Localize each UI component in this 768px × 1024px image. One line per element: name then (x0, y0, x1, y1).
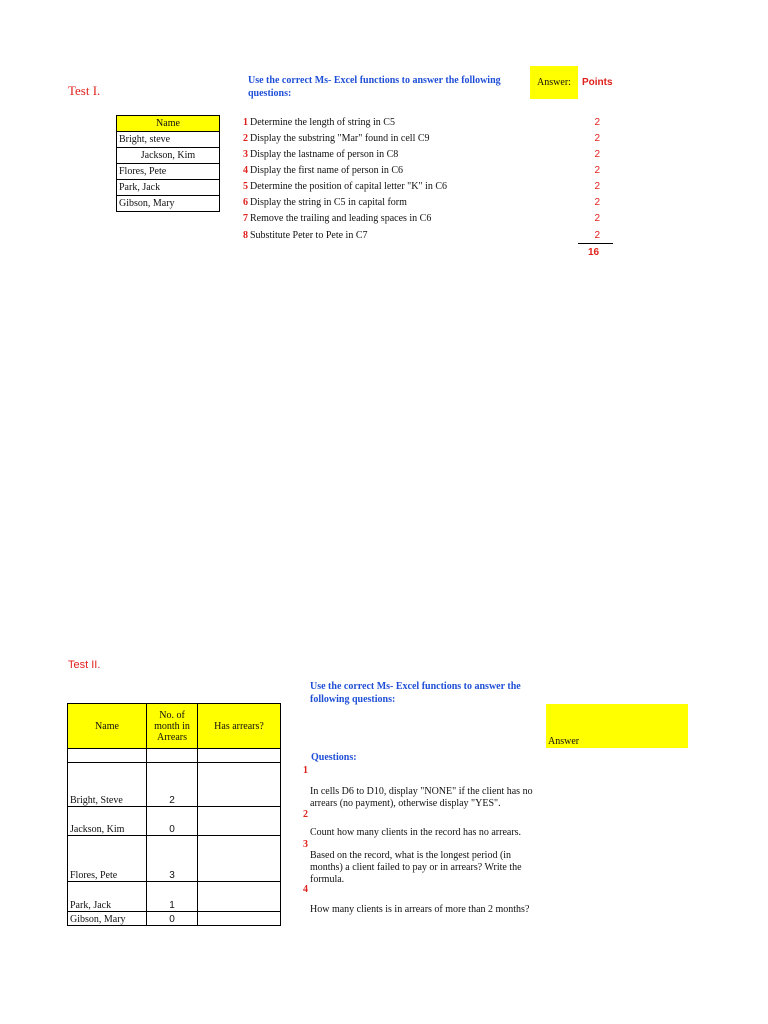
question-text: Determine the length of string in C5 (250, 117, 395, 128)
name-cell[interactable]: Gibson, Mary (117, 196, 220, 212)
test1-question-row (238, 228, 618, 244)
question-number: 4 (303, 884, 308, 895)
question-number: 8 (243, 230, 248, 241)
question-text: Remove the trailing and leading spaces in C6 (250, 213, 432, 224)
empty-cell[interactable] (147, 749, 198, 763)
question-points: 2 (594, 213, 600, 224)
question-text: In cells D6 to D10, display "NONE" if the client has no arrears (no payment), otherwise display "YES". (310, 786, 533, 809)
test1-question-row (238, 163, 618, 179)
has-arrears-cell[interactable] (198, 836, 281, 882)
months-in-arrears[interactable]: 2 (147, 763, 198, 807)
question-text: Determine the position of capital letter "K" in C6 (250, 181, 448, 192)
has-arrears-cell[interactable] (198, 763, 281, 807)
empty-cell[interactable] (198, 749, 281, 763)
test2-title: Test II. (68, 659, 101, 671)
question-number: 2 (303, 809, 308, 820)
has-arrears-cell[interactable] (198, 807, 281, 836)
question-number: 5 (243, 181, 248, 192)
client-name[interactable]: Park, Jack (68, 882, 147, 912)
test1-names-table (116, 115, 220, 212)
test2-instructions: Use the correct Ms- Excel functions to answer the following questions: (310, 681, 521, 705)
question-points: 2 (594, 230, 600, 241)
names-header[interactable]: Name (117, 116, 220, 132)
test1-title: Test I. (68, 83, 101, 98)
test1-instructions: Use the correct Ms- Excel functions to answer the following questions: (248, 75, 501, 99)
name-cell[interactable]: Flores, Pete (117, 164, 220, 180)
test1-total-points: 16 (588, 247, 600, 258)
table-row (68, 763, 281, 807)
questions-heading: Questions: (311, 752, 357, 763)
question-text: How many clients is in arrears of more than 2 months? (310, 904, 530, 915)
question-number: 2 (243, 133, 248, 144)
question-points: 2 (594, 149, 600, 160)
question-text: Display the substring "Mar" found in cell C9 (250, 133, 430, 144)
months-in-arrears[interactable]: 0 (147, 912, 198, 926)
question-number: 7 (243, 213, 248, 224)
test1-question-row (238, 147, 618, 163)
arrears-table (67, 703, 281, 926)
table-row (68, 836, 281, 882)
question-text: Substitute Peter to Pete in C7 (250, 230, 368, 241)
name-cell[interactable]: Jackson, Kim (117, 148, 220, 164)
has-arrears-cell[interactable] (198, 882, 281, 912)
question-number: 3 (243, 149, 248, 160)
client-name[interactable]: Gibson, Mary (68, 912, 147, 926)
question-points: 2 (594, 181, 600, 192)
client-name[interactable]: Bright, Steve (68, 763, 147, 807)
test2-answer-label: Answer (548, 736, 580, 747)
name-cell[interactable]: Bright, steve (117, 132, 220, 148)
months-in-arrears[interactable]: 3 (147, 836, 198, 882)
question-number: 3 (303, 839, 308, 850)
table-row (68, 882, 281, 912)
test1-question-row (238, 211, 618, 227)
question-points: 2 (594, 197, 600, 208)
table-row (68, 807, 281, 836)
question-number: 4 (243, 165, 248, 176)
question-text: Display the string in C5 in capital form (250, 197, 407, 208)
header-months[interactable]: No. of month in Arrears (147, 704, 198, 749)
has-arrears-cell[interactable] (198, 912, 281, 926)
question-text: Based on the record, what is the longest period (in months) a client failed to pay or in arrears? Write the formula. (310, 850, 522, 885)
test1-question-row (238, 179, 618, 195)
months-in-arrears[interactable]: 0 (147, 807, 198, 836)
name-cell[interactable]: Park, Jack (117, 180, 220, 196)
client-name[interactable]: Jackson, Kim (68, 807, 147, 836)
client-name[interactable]: Flores, Pete (68, 836, 147, 882)
header-name[interactable]: Name (68, 704, 147, 749)
empty-cell[interactable] (68, 749, 147, 763)
test1-question-row (238, 115, 618, 131)
months-in-arrears[interactable]: 1 (147, 882, 198, 912)
header-arrears[interactable]: Has arrears? (198, 704, 281, 749)
total-underline (578, 243, 613, 244)
test1-question-row (238, 131, 618, 147)
question-number: 1 (303, 765, 308, 776)
question-points: 2 (594, 133, 600, 144)
test1-points-header: Points (582, 77, 613, 88)
test1-question-row (238, 195, 618, 211)
table-row (68, 912, 281, 926)
test2-answer-cell[interactable] (546, 704, 688, 748)
question-points: 2 (594, 165, 600, 176)
question-points: 2 (594, 117, 600, 128)
question-text: Count how many clients in the record has no arrears. (310, 827, 522, 838)
test1-answer-cell[interactable]: Answer: (530, 66, 578, 99)
question-number: 1 (243, 117, 248, 128)
question-number: 6 (243, 197, 248, 208)
question-text: Display the lastname of person in C8 (250, 149, 399, 160)
question-text: Display the first name of person in C6 (250, 165, 404, 176)
